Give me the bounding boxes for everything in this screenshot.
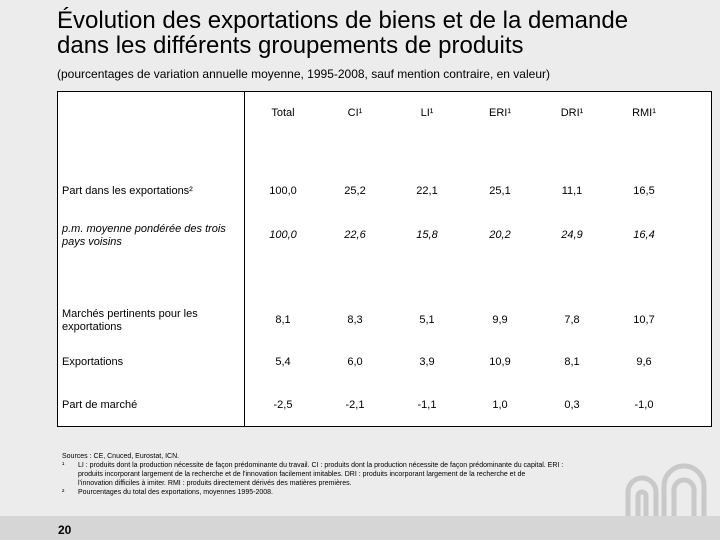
- table-cell: 100,0: [269, 229, 297, 241]
- table-cell: 8,1: [275, 314, 291, 326]
- table-cell: 10,9: [489, 356, 511, 368]
- table-cell: 1,0: [492, 399, 508, 411]
- column-header-dri: DRI¹: [560, 107, 584, 119]
- title-line-1: Évolution des exportations de biens et de la demande: [57, 7, 629, 34]
- table-cell: 100,0: [269, 185, 297, 197]
- nbb-logo-icon: [620, 462, 720, 516]
- page-number: 20: [58, 523, 72, 537]
- row-label-part-de-marche: Part de marché: [62, 399, 138, 411]
- table-cell: 25,1: [489, 185, 511, 197]
- table-cell: 7,8: [564, 314, 580, 326]
- table-cell: 24,9: [561, 229, 583, 241]
- table-cell: 10,7: [633, 314, 655, 326]
- table-cell: -1,0: [634, 399, 654, 411]
- column-header-eri: ERI¹: [489, 107, 511, 119]
- data-table: [57, 91, 712, 427]
- table-cell: -1,1: [417, 399, 437, 411]
- table-cell: 8,3: [347, 314, 363, 326]
- row-label-pm-moyenne: p.m. moyenne pondérée des trois pays voisins: [62, 223, 226, 248]
- table-cell: 6,0: [347, 356, 363, 368]
- footnotes: [62, 452, 632, 497]
- column-header-li: LI¹: [420, 107, 434, 119]
- title-line-2: dans les différents groupements de produits: [57, 32, 524, 59]
- table-cell: 9,6: [636, 356, 652, 368]
- row-label-marches-pertinents: Marchés pertinents pour les exportations: [62, 308, 198, 333]
- table-cell: 22,1: [416, 185, 438, 197]
- column-header-rmi: RMI¹: [632, 107, 656, 119]
- row-label-exportations: Exportations: [62, 356, 124, 368]
- table-cell: 11,1: [561, 185, 583, 197]
- table-cell: 0,3: [564, 399, 580, 411]
- table-cell: 25,2: [344, 185, 366, 197]
- table-cell: 16,4: [633, 229, 655, 241]
- footnote-1-line-b: produits incorporant largement de la recherche et de l'innovation facilement imitables. DRI : produits incorporant largement de la recherche et de: [78, 471, 526, 478]
- column-header-total: Total: [271, 107, 295, 119]
- page-title: [57, 8, 712, 58]
- table-cell: 5,4: [275, 356, 291, 368]
- table-cell: 20,2: [489, 229, 511, 241]
- footer-bar: [0, 516, 720, 540]
- table-cell: 8,1: [564, 356, 580, 368]
- page-subtitle: (pourcentages de variation annuelle moyenne, 1995-2008, sauf mention contraire, en valeur): [57, 67, 550, 81]
- table-cell: 22,6: [344, 229, 366, 241]
- column-header-ci: CI¹: [347, 107, 363, 119]
- footnote-1-line-a: LI : produits dont la production nécessite de façon prédominante du travail. CI : produits dont la production nécessite de façon prédominante du capital. ERI :: [78, 462, 564, 469]
- row-label-part-exportations: Part dans les exportations²: [62, 185, 193, 197]
- table-cell: -2,5: [273, 399, 293, 411]
- footnote-mark-1: ¹: [62, 462, 65, 469]
- table-divider: [244, 91, 245, 427]
- footnote-mark-2: ²: [62, 489, 65, 496]
- table-cell: 16,5: [633, 185, 655, 197]
- sources-note: Sources : CE, Cnuced, Eurostat, ICN.: [62, 453, 180, 460]
- table-cell: 5,1: [419, 314, 435, 326]
- table-cell: -2,1: [345, 399, 365, 411]
- table-cell: 3,9: [419, 356, 435, 368]
- table-cell: 15,8: [416, 229, 438, 241]
- footnote-2: Pourcentages du total des exportations, moyennes 1995-2008.: [78, 489, 273, 496]
- table-cell: 9,9: [492, 314, 508, 326]
- footnote-1-line-c: l'innovation difficiles à imiter. RMI : produits directement dérivés des matières premières.: [78, 480, 352, 487]
